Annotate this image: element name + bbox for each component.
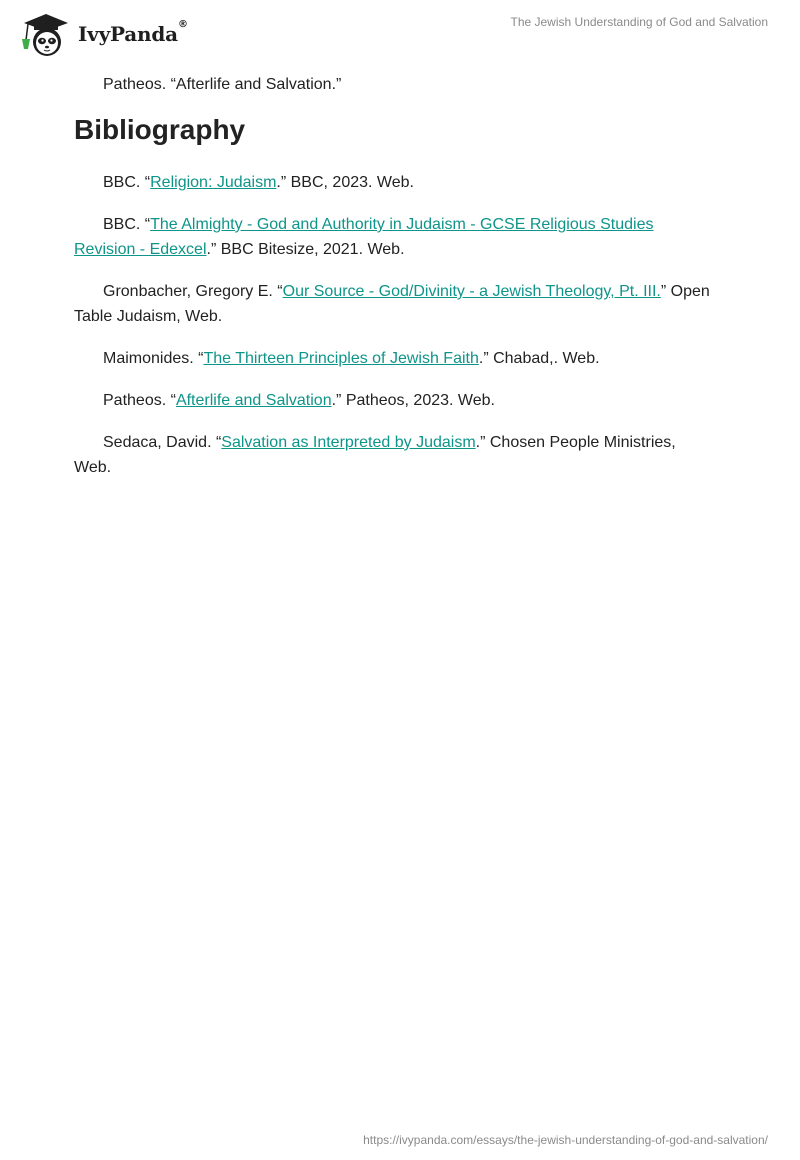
bibliography-heading: Bibliography	[74, 114, 246, 145]
bibliography-entry: BBC. “The Almighty - God and Authority in Judaism - GCSE Religious Studies Revision - Edexcel.” BBC Bitesize, 2021. Web.	[74, 216, 654, 258]
bibliography-entry: Patheos. “Afterlife and Salvation.” Patheos, 2023. Web.	[103, 392, 495, 409]
logo-wordmark: IvyPanda®	[78, 19, 188, 46]
page-header	[0, 0, 800, 62]
document-title: The Jewish Understanding of God and Salvation	[510, 15, 768, 29]
document-body	[74, 72, 714, 497]
source-link[interactable]: Religion: Judaism	[150, 174, 277, 191]
bibliography-entry: Gronbacher, Gregory E. “Our Source - God/Divinity - a Jewish Theology, Pt. III.” Open Table Judaism, Web.	[74, 283, 710, 325]
bibliography-entry: Sedaca, David. “Salvation as Interpreted by Judaism.” Chosen People Ministries, Web.	[74, 434, 676, 476]
footer-url[interactable]: https://ivypanda.com/essays/the-jewish-understanding-of-god-and-salvation/	[363, 1133, 768, 1147]
source-link[interactable]: Salvation as Interpreted by Judaism	[221, 434, 476, 451]
bibliography-entry: BBC. “Religion: Judaism.” BBC, 2023. Web.	[103, 174, 414, 191]
bibliography-entry: Maimonides. “The Thirteen Principles of Jewish Faith.” Chabad,. Web.	[103, 350, 600, 367]
ivypanda-logo[interactable]	[14, 8, 194, 58]
panda-graduate-icon	[14, 9, 76, 57]
source-link[interactable]: Our Source - God/Divinity - a Jewish Theology, Pt. III.	[282, 283, 661, 300]
source-link[interactable]: Afterlife and Salvation	[175, 392, 332, 409]
source-link[interactable]: The Thirteen Principles of Jewish Faith	[203, 350, 479, 367]
source-link[interactable]: The Almighty - God and Authority in Judaism - GCSE Religious Studies Revision - Edexcel	[74, 216, 654, 258]
previous-reference-text: Patheos. “Afterlife and Salvation.”	[103, 76, 342, 93]
